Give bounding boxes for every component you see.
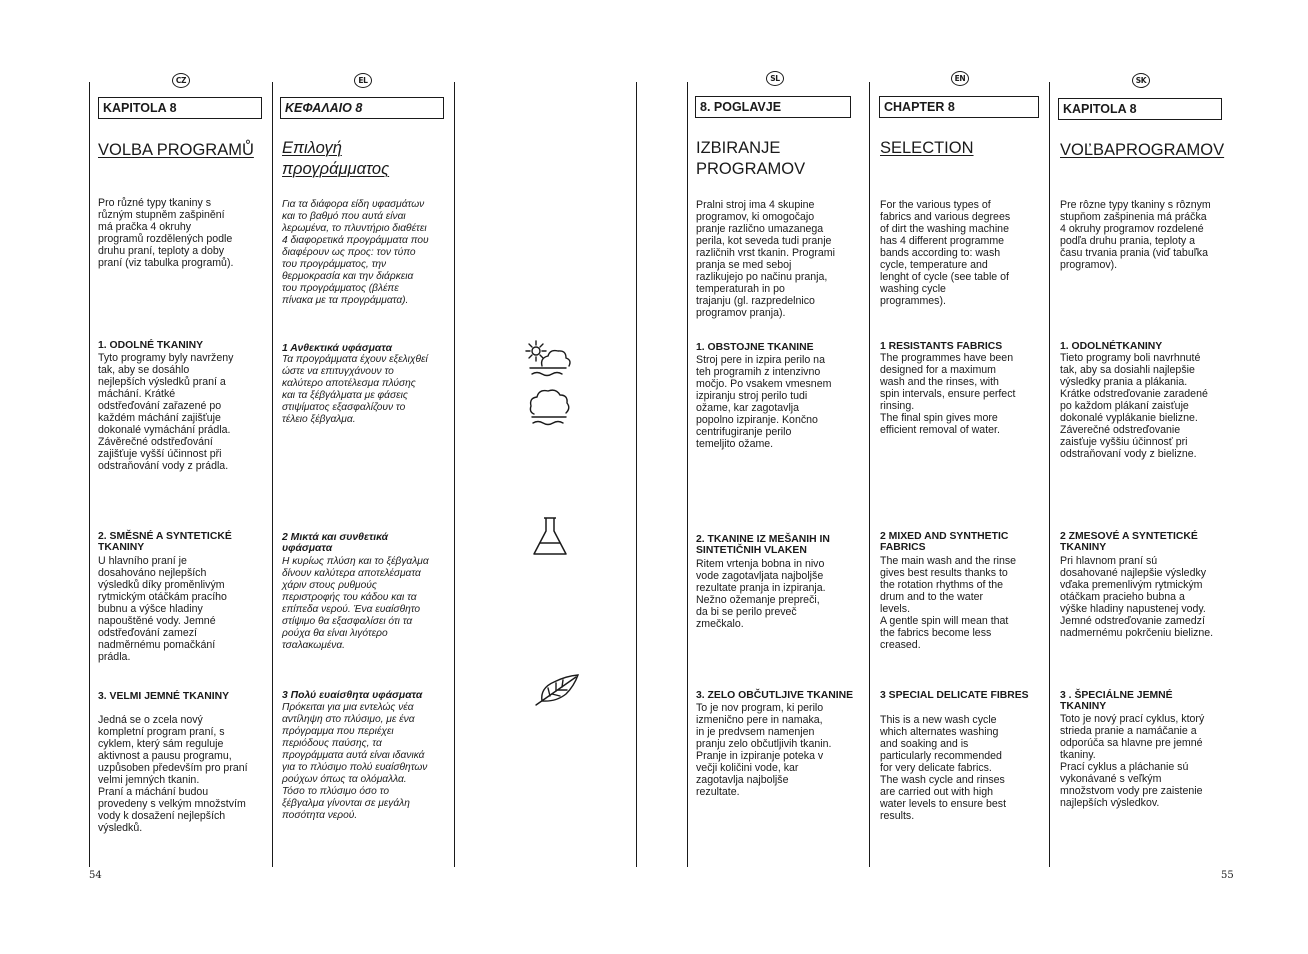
subsection-text-sk-1: Tieto programy boli navrhnuté tak, aby sa dosiahli najlepšie výsledky prania a plákania. Krátke odstreďovanie zaradené po každom plákaní zaisťuje dokonalé vyplákanie bielizne. Záverečné odstreďovanie zaisťuje vyššiu účinnosť pri odstraňovaní vody z bielizne. xyxy=(1060,352,1208,460)
chapter-box-el: ΚΕΦΑΛΑΙΟ 8 xyxy=(280,97,444,119)
section-title-sk: VOĽBAPROGRAMOV xyxy=(1060,141,1225,159)
subsection-heading-sl-1: 1. OBSTOJNE TKANINE xyxy=(696,342,814,353)
subsection-text-en-2: The main wash and the rinse gives best results thanks to the rotation rhythms of the drum and to the water levels. A gentle spin will mean that the fabrics become less creased. xyxy=(880,555,1017,651)
subsection-heading-cz-1: 1. ODOLNÉ TKANINY xyxy=(98,340,204,351)
subsection-text-el-1: Τα προγράμματα έχουν εξελιχθεί ώστε να επιτυγχάνουν το καλύτερο αποτέλεσμα πλύσης και τα ξέβγάλματα με φάσεις στιψίματος εξασφαλίζουν το τέλειο ξέβγαλμα. xyxy=(282,354,428,425)
subsection-heading-sl-2: 2. TKANINE IZ MEŠANIH IN SINTETIČNIH VLAKEN xyxy=(696,534,830,556)
cotton-wash-icon xyxy=(520,338,576,378)
language-badge-el: EL xyxy=(354,73,372,88)
chapter-box-sk: KAPITOLA 8 xyxy=(1058,98,1222,120)
language-badge-sk: SK xyxy=(1132,73,1150,88)
subsection-heading-el-1: 1 Ανθεκτικά υφάσματα xyxy=(282,343,393,354)
column-divider xyxy=(272,82,273,867)
subsection-text-sl-3: To je nov program, ki perilo izmenično pere in namaka, in je predvsem namenjen pranju zelo občutljivih tkanin. Pranje in izpiranje poteka v večji količini vode, kar zagotavlja najboljše rezultate. xyxy=(696,702,832,798)
language-badge-cz: CZ xyxy=(172,73,190,88)
intro-text-el: Για τα διάφορα είδη υφασμάτων και το βαθμό που αυτά είναι λερωμένα, το πλυντήριο διαθέτει 4 διαφορετικά προγράμματα που διαφέρουν ως προς: τον τύπο του προγράμματος, την θερμοκρασία και την διάρκεια του προγράμματος (βλέπε πίνακα με τα προγράμματα). xyxy=(282,199,429,306)
subsection-text-sk-3: Toto je nový prací cyklus, ktorý strieda pranie a namáčanie a odporúča sa hlavne pre jemné tkaniny. Prací cyklus a pláchanie sú vykonávané s veľkým množstvom vody pre zaistenie najlepších výsledkov. xyxy=(1060,713,1205,809)
chapter-box-sl: 8. POGLAVJE xyxy=(695,96,851,118)
intro-text-cz: Pro různé typy tkaniny s různým stupněm zašpinění má pračka 4 okruhy programů rozdělených podle druhu praní, teploty a doby praní (viz tabulka programů). xyxy=(98,197,234,269)
subsection-heading-sk-2: 2 ZMESOVÉ A SYNTETICKÉ TKANINY xyxy=(1060,531,1198,553)
subsection-text-el-3: Πρόκειται για μια εντελώς νέα αντίληψη στο πλύσιμο, με ένα πρόγραμμα που περιέχει περιόδους παύσης, τα προγράμματα αυτά είναι ιδανικά για το πλύσιμο πολύ ευαίσθητων ρούχων όπως τα ολόμαλλα. Τόσο το πλύσιμο όσο το ξέβγαλμα γίνονται σε μεγάλη ποσότητα νερού. xyxy=(282,702,428,821)
column-divider xyxy=(89,82,90,867)
subsection-text-sl-2: Ritem vrtenja bobna in nivo vode zagotavljata najboljše rezultate pranja in izpiranja. Nežno ožemanje prepreči, da bi se perilo preveč zmečkalo. xyxy=(696,558,826,630)
wash-tub-icon xyxy=(526,386,572,428)
subsection-heading-sl-3: 3. ZELO OBČUTLJIVE TKANINE xyxy=(696,690,854,701)
intro-text-sk: Pre rôzne typy tkaniny s rôznym stupňom zašpinenia má práčka 4 okruhy programov rozdelené podľa druhu prania, teploty a času trvania prania (viď tabuľka programov). xyxy=(1060,199,1211,271)
subsection-heading-sk-3: 3 . ŠPECIÁLNE JEMNÉ TKANINY xyxy=(1060,690,1173,712)
subsection-text-en-1: The programmes have been designed for a maximum wash and the rinses, with spin intervals, ensure perfect rinsing. The final spin gives more efficient removal of water. xyxy=(880,352,1016,436)
subsection-text-cz-2: U hlavního praní je dosahováno nejlepších výsledků díky proměnlivým rytmickým otáčkám pracího bubnu a výšce hladiny napouštěné vody. Jemné odstřeďování zamezí nadměrnému pomačkání prádla. xyxy=(98,555,227,663)
subsection-heading-cz-3: 3. VELMI JEMNÉ TKANINY xyxy=(98,691,230,702)
column-divider xyxy=(454,82,455,867)
synthetic-flask-icon xyxy=(530,515,570,559)
subsection-heading-el-2: 2 Μικτά και συνθετικά υφάσματα xyxy=(282,532,389,554)
section-title-sl: IZBIRANJE PROGRAMOV xyxy=(696,139,806,178)
column-divider xyxy=(869,82,870,867)
section-title-cz: VOLBA PROGRAMŮ xyxy=(98,141,254,159)
page-number-left: 54 xyxy=(89,870,102,881)
subsection-text-el-2: Η κυρίως πλύση και το ξέβγαλμα δίνουν καλύτερα αποτελέσματα χάριν στους ρυθμούς περιστροφής του κάδου και τα επίπεδα νερού. Ένα ευαίσθητο στίψιμο θα εξασφαλίσει ότι τα ρούχα θα είναι λιγότερο τσαλακωμένα. xyxy=(282,556,429,651)
column-divider xyxy=(636,82,637,867)
subsection-text-cz-1: Tyto programy byly navrženy tak, aby se dosáhlo nejlepších výsledků praní a máchání. Krátké odstřeďování zařazené po každém máchání zajišťuje dokonalé vymáchání prádla. Závěrečné odstřeďování zajišťuje vyšší účinnost při odstraňování vody z prádla. xyxy=(98,352,234,472)
section-title-el: Επιλογή προγράμματος xyxy=(282,139,390,178)
chapter-box-en: CHAPTER 8 xyxy=(879,96,1039,118)
page-number-right: 55 xyxy=(1221,870,1234,881)
subsection-text-sl-1: Stroj pere in izpira perilo na teh programih z intenzivno močjo. Po vsakem vmesnem izpiranju stroj perilo tudi ožame, kar zagotavlja popolno izpiranje. Končno centrifugiranje perilo temeljito ožame. xyxy=(696,354,832,450)
column-divider xyxy=(1049,82,1050,867)
intro-text-sl: Pralni stroj ima 4 skupine programov, ki omogočajo pranje različno umazanega perila, kot seveda tudi pranje različnih vrst tkanin. Programi pranja se med seboj razlikujejo po načinu pranja, temperaturah in po trajanju (gl. razpredelnico programov pranja). xyxy=(696,199,835,319)
language-badge-en: EN xyxy=(951,71,969,86)
subsection-heading-en-2: 2 MIXED AND SYNTHETIC FABRICS xyxy=(880,531,1009,553)
subsection-text-cz-3: Jedná se o zcela nový kompletní program praní, s cyklem, který sám reguluje aktivnost a pausu programu, uzpůsoben především pro praní velmi jemných tkanin. Praní a máchání budou provedeny s velkým množstvím vody k dosažení nejlepších výsledků. xyxy=(98,714,248,834)
subsection-heading-en-1: 1 RESISTANTS FABRICS xyxy=(880,341,1003,352)
delicate-feather-icon xyxy=(532,672,582,708)
intro-text-en: For the various types of fabrics and various degrees of dirt the washing machine has 4 different programme bands according to: wash cycle, temperature and lenght of cycle (see table of washing cycle programmes). xyxy=(880,199,1011,307)
column-divider xyxy=(687,82,688,867)
subsection-heading-en-3: 3 SPECIAL DELICATE FIBRES xyxy=(880,690,1029,701)
subsection-text-en-3: This is a new wash cycle which alternates washing and soaking and is particularly recommended for very delicate fabrics. The wash cycle and rinses are carried out with high water levels to ensure best results. xyxy=(880,714,1007,822)
chapter-box-cz: KAPITOLA 8 xyxy=(98,97,262,119)
subsection-heading-sk-1: 1. ODOLNÉTKANINY xyxy=(1060,341,1163,352)
subsection-heading-el-3: 3 Πολύ ευαίσθητα υφάσματα xyxy=(282,690,423,701)
subsection-text-sk-2: Pri hlavnom praní sú dosahované najlepšie výsledky vďaka premenlivým rytmickým otáčkam pracieho bubna a výške hladiny napustenej vody. Jemné odstreďovanie zamedzí nadmernému pokrčeniu bielizne. xyxy=(1060,555,1214,639)
language-badge-sl: SL xyxy=(766,71,784,86)
subsection-heading-cz-2: 2. SMĚSNÉ A SYNTETICKÉ TKANINY xyxy=(98,531,232,553)
section-title-en: SELECTION xyxy=(880,139,974,157)
